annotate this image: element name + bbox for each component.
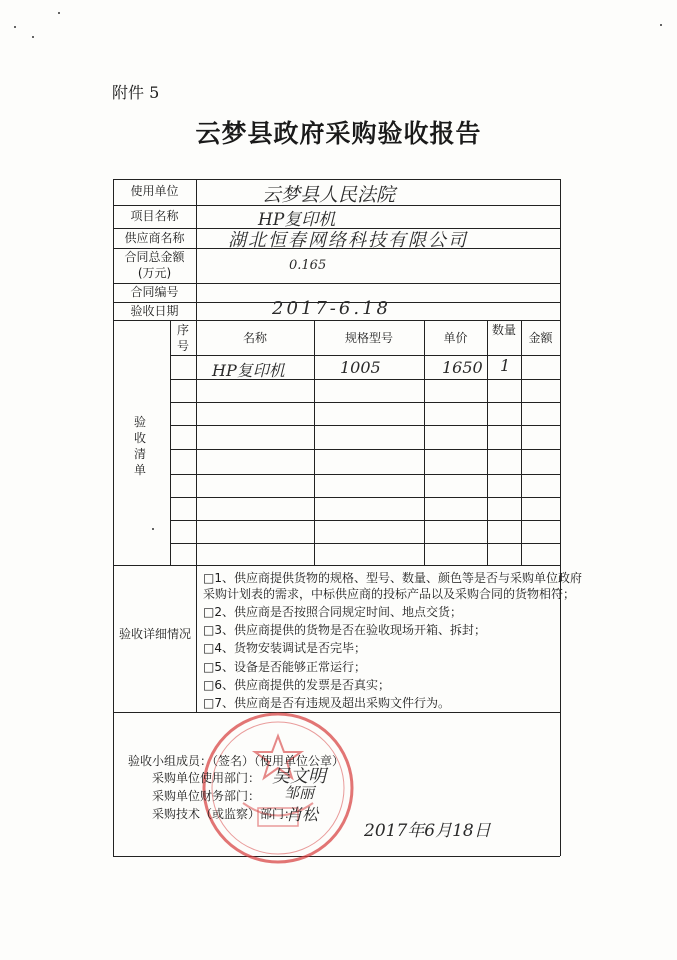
acceptance-date-label: 验收日期 bbox=[130, 304, 179, 318]
details-label: 验收详细情况 bbox=[118, 627, 191, 641]
check-item-7: □7、供应商是否有违规及超出采购文件行为。 bbox=[203, 696, 450, 710]
col-seq-header: 序号 bbox=[176, 323, 189, 353]
col-price-header: 单价 bbox=[443, 331, 468, 345]
contract-amount-label: 合同总金额 bbox=[124, 250, 185, 264]
supplier-name-value: 湖北恒春网络科技有限公司 bbox=[228, 230, 468, 251]
col-amount-header: 金额 bbox=[528, 331, 553, 345]
contract-amount-value: 0.165 bbox=[289, 258, 327, 273]
row-name: HP复印机 bbox=[212, 361, 285, 380]
row-price: 1650 bbox=[442, 358, 483, 377]
user-unit-value: 云梦县人民法院 bbox=[262, 184, 396, 206]
col-spec-header: 规格型号 bbox=[344, 331, 393, 345]
tech-dept-label: 采购技术（或监察）部门： bbox=[152, 807, 297, 821]
supplier-name-label: 供应商名称 bbox=[124, 231, 185, 245]
members-label: 验收小组成员：（签名）（使用单位公章） bbox=[128, 754, 345, 768]
scan-speck bbox=[14, 26, 16, 28]
acceptance-list-label: 验收清单 bbox=[133, 415, 146, 477]
signature-date: 2017年6月18日 bbox=[364, 821, 491, 841]
row-qty: 1 bbox=[500, 356, 511, 375]
finance-dept-label: 采购单位财务部门： bbox=[152, 789, 261, 803]
col-name-header: 名称 bbox=[242, 331, 267, 345]
use-dept-label: 采购单位使用部门： bbox=[152, 771, 261, 785]
scan-speck bbox=[152, 528, 154, 530]
check-item-3: □3、供应商提供的货物是否在验收现场开箱、拆封； bbox=[203, 623, 486, 637]
use-dept-signature: 吴文明 bbox=[272, 766, 326, 787]
document-title: 云梦县政府采购验收报告 bbox=[195, 119, 482, 148]
scan-speck bbox=[32, 36, 34, 38]
check-item-1: □1、供应商提供货物的规格、型号、数量、颜色等是否与采购单位政府 bbox=[203, 571, 582, 585]
attachment-label: 附件 5 bbox=[112, 83, 160, 102]
scan-speck bbox=[58, 12, 60, 14]
scan-speck bbox=[660, 24, 662, 26]
check-item-2: □2、供应商是否按照合同规定时间、地点交货； bbox=[203, 605, 462, 619]
tech-dept-signature: 肖松 bbox=[286, 805, 319, 824]
col-qty-header: 数量 bbox=[491, 323, 516, 337]
check-item-6: □6、供应商提供的发票是否真实； bbox=[203, 678, 390, 692]
project-name-value: HP复印机 bbox=[258, 210, 336, 230]
contract-amount-unit: (万元) bbox=[137, 266, 172, 280]
finance-dept-signature: 邹丽 bbox=[284, 784, 315, 802]
row-spec: 1005 bbox=[340, 358, 381, 377]
acceptance-date-value: 2017-6.18 bbox=[272, 298, 391, 319]
check-item-5: □5、设备是否能够正常运行； bbox=[203, 660, 366, 674]
contract-number-label: 合同编号 bbox=[130, 285, 179, 299]
check-item-4: □4、货物安装调试是否完毕； bbox=[203, 641, 366, 655]
check-item-1-cont: 采购计划表的需求，中标供应商的投标产品以及采购合同的货物相符； bbox=[203, 587, 576, 601]
project-name-label: 项目名称 bbox=[130, 209, 179, 223]
user-unit-label: 使用单位 bbox=[130, 184, 179, 198]
